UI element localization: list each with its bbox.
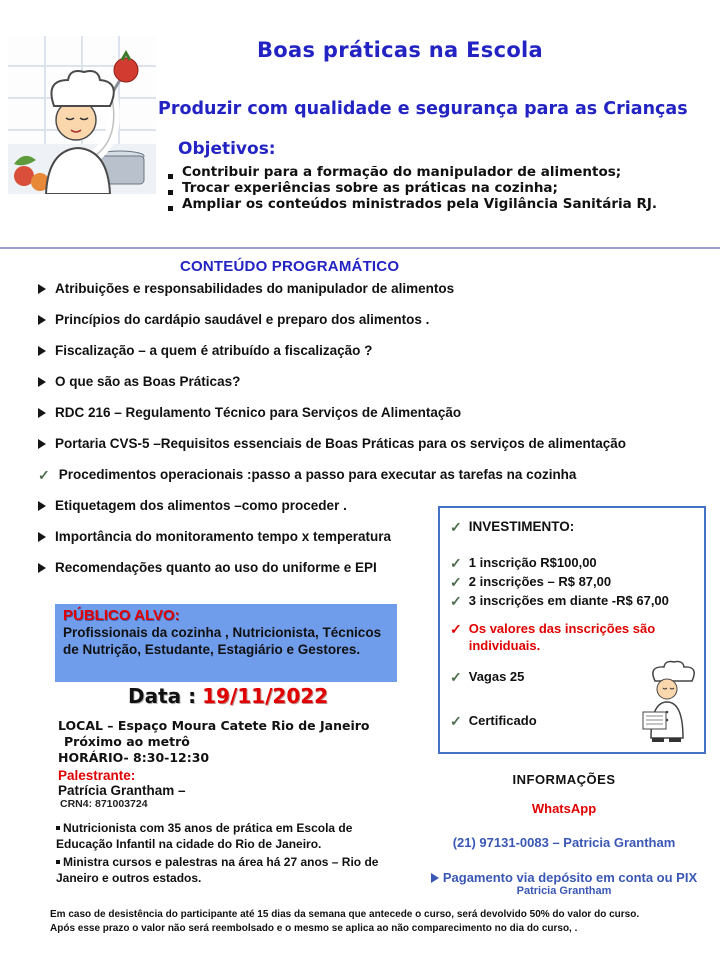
arrow-bullet-icon <box>431 873 439 883</box>
conteudo-text: RDC 216 – Regulamento Técnico para Serviços de Alimentação <box>55 405 462 420</box>
horario-line: HORÁRIO- 8:30-12:30 <box>58 750 210 765</box>
date-label: Data : <box>128 684 197 708</box>
conteudo-item <box>38 435 693 453</box>
certificado-text: Certificado <box>468 713 537 728</box>
local-block <box>58 718 370 766</box>
bio-text: Nutricionista com 35 anos de prática em Escola de Educação Infantil na cidade do Rio de Janeiro. <box>56 821 353 851</box>
local-metro-line: Próximo ao metrô <box>64 734 190 749</box>
objetivo-item <box>168 196 716 212</box>
investimento-box <box>438 506 706 754</box>
payment-name: Patricia Grantham <box>516 885 612 897</box>
objetivo-text: Contribuir para a formação do manipulador de alimentos; <box>182 164 622 180</box>
objetivo-item <box>168 164 716 180</box>
section-divider <box>0 247 720 249</box>
bio-text: Ministra cursos e palestras na área há 27 anos – Rio de Janeiro e outros estados. <box>56 855 379 885</box>
conteudo-text: Atribuições e responsabilidades do manipulador de alimentos <box>55 281 455 296</box>
price-row <box>450 573 694 591</box>
informacoes-heading: INFORMAÇÕES <box>512 772 616 787</box>
conteudo-text: Portaria CVS-5 –Requisitos essenciais de Boas Práticas para os serviços de alimentação <box>55 436 627 451</box>
square-bullet-icon <box>168 206 173 211</box>
date-value: 19/11/2022 <box>202 684 329 708</box>
objetivo-text: Trocar experiências sobre as práticas na cozinha; <box>182 180 558 196</box>
conteudo-item <box>38 497 440 515</box>
policy-line: Após esse prazo o valor não será reembolsado e o mesmo se aplica ao não comparecimento no dia do curso, . <box>50 923 578 934</box>
chef-certificate-illustration <box>636 658 698 744</box>
price-row <box>450 554 694 572</box>
palestrante-label: Palestrante: <box>58 768 136 783</box>
conteudo-item <box>38 311 693 329</box>
arrow-bullet-icon <box>38 408 46 418</box>
check-bullet-icon: ✓ <box>450 555 462 571</box>
objetivos-heading: Objetivos: <box>178 139 276 159</box>
bio-item <box>56 820 392 852</box>
check-bullet-icon: ✓ <box>450 593 462 609</box>
conteudo-item <box>38 466 693 484</box>
check-bullet-icon: ✓ <box>450 519 462 535</box>
contact-block <box>418 772 710 897</box>
payment-text: Pagamento via depósito em conta ou PIX <box>442 870 698 885</box>
payment-line <box>418 870 710 885</box>
check-bullet-icon: ✓ <box>450 574 462 590</box>
price-text: 3 inscrições em diante -R$ 67,00 <box>468 593 669 608</box>
policy-line: Em caso de desistência do participante até 15 dias da semana que antecede o curso, será devolvido 50% do valor do curso. <box>50 909 640 920</box>
investimento-heading: INVESTIMENTO: <box>468 519 575 534</box>
objetivo-text: Ampliar os conteúdos ministrados pela Vigilância Sanitária RJ. <box>182 196 658 212</box>
conteudo-heading: CONTEÚDO PROGRAMÁTICO <box>180 258 400 275</box>
check-bullet-icon: ✓ <box>450 669 462 685</box>
local-line: LOCAL – Espaço Moura Catete Rio de Janeiro <box>58 718 370 733</box>
palestrante-block <box>58 768 186 810</box>
arrow-bullet-icon <box>38 315 46 325</box>
conteudo-text: Procedimentos operacionais :passo a passo para executar as tarefas na cozinha <box>58 467 577 482</box>
objetivo-item <box>168 180 716 196</box>
conteudo-item <box>38 342 693 360</box>
chef-certificate-svg <box>636 658 698 744</box>
palestrante-crn: CRN4: 871003724 <box>60 798 148 810</box>
conteudo-item <box>38 559 440 577</box>
check-bullet-icon: ✓ <box>450 713 462 729</box>
publico-alvo-text: Profissionais da cozinha , Nutricionista, Técnicos de Nutrição, Estudante, Estagiário e Gestores. <box>63 625 382 657</box>
event-date-line <box>128 684 328 708</box>
arrow-bullet-icon <box>38 532 46 542</box>
cancellation-policy <box>50 908 718 936</box>
phone-line: (21) 97131-0083 – Patricia Grantham <box>452 835 676 850</box>
page-title: Boas práticas na Escola <box>256 38 544 62</box>
investimento-note: Os valores das inscrições são individuais. <box>468 621 656 653</box>
arrow-bullet-icon <box>38 284 46 294</box>
arrow-bullet-icon <box>38 346 46 356</box>
arrow-bullet-icon <box>38 377 46 387</box>
check-bullet-icon: ✓ <box>450 621 462 637</box>
investimento-heading-row <box>450 518 694 536</box>
chef-cooking-svg <box>8 36 156 194</box>
check-bullet-icon: ✓ <box>38 467 50 483</box>
price-text: 2 inscrições – R$ 87,00 <box>468 574 612 589</box>
conteudo-text: Recomendações quanto ao uso do uniforme e EPI <box>55 560 377 575</box>
square-bullet-icon <box>168 190 173 195</box>
conteudo-item <box>38 404 693 422</box>
arrow-bullet-icon <box>38 563 46 573</box>
publico-alvo-box <box>55 604 397 682</box>
page-subtitle: Produzir com qualidade e segurança para as Crianças <box>158 99 688 119</box>
conteudo-text: Princípios do cardápio saudável e preparo dos alimentos . <box>55 312 430 327</box>
arrow-bullet-icon <box>38 501 46 511</box>
palestrante-nome: Patrícia Grantham – <box>58 783 186 798</box>
whatsapp-label: WhatsApp <box>531 801 597 816</box>
conteudo-text: Etiquetagem dos alimentos –como proceder . <box>55 498 347 513</box>
conteudo-text: Importância do monitoramento tempo x temperatura <box>55 529 392 544</box>
investimento-note-row <box>450 620 686 654</box>
conteudo-text: Fiscalização – a quem é atribuído a fiscalização ? <box>55 343 373 358</box>
palestrante-bio <box>56 820 392 888</box>
conteudo-text: O que são as Boas Práticas? <box>55 374 241 389</box>
conteudo-item <box>38 280 693 298</box>
conteudo-item <box>38 373 693 391</box>
bio-item <box>56 854 392 886</box>
price-text: 1 inscrição R$100,00 <box>468 555 597 570</box>
vagas-text: Vagas 25 <box>468 669 525 684</box>
objetivos-list <box>168 164 716 212</box>
chef-cooking-illustration <box>8 36 156 194</box>
publico-alvo-heading: PÚBLICO ALVO: <box>63 607 180 624</box>
arrow-bullet-icon <box>38 439 46 449</box>
square-bullet-icon <box>168 174 173 179</box>
price-row <box>450 592 694 610</box>
conteudo-item <box>38 528 440 546</box>
